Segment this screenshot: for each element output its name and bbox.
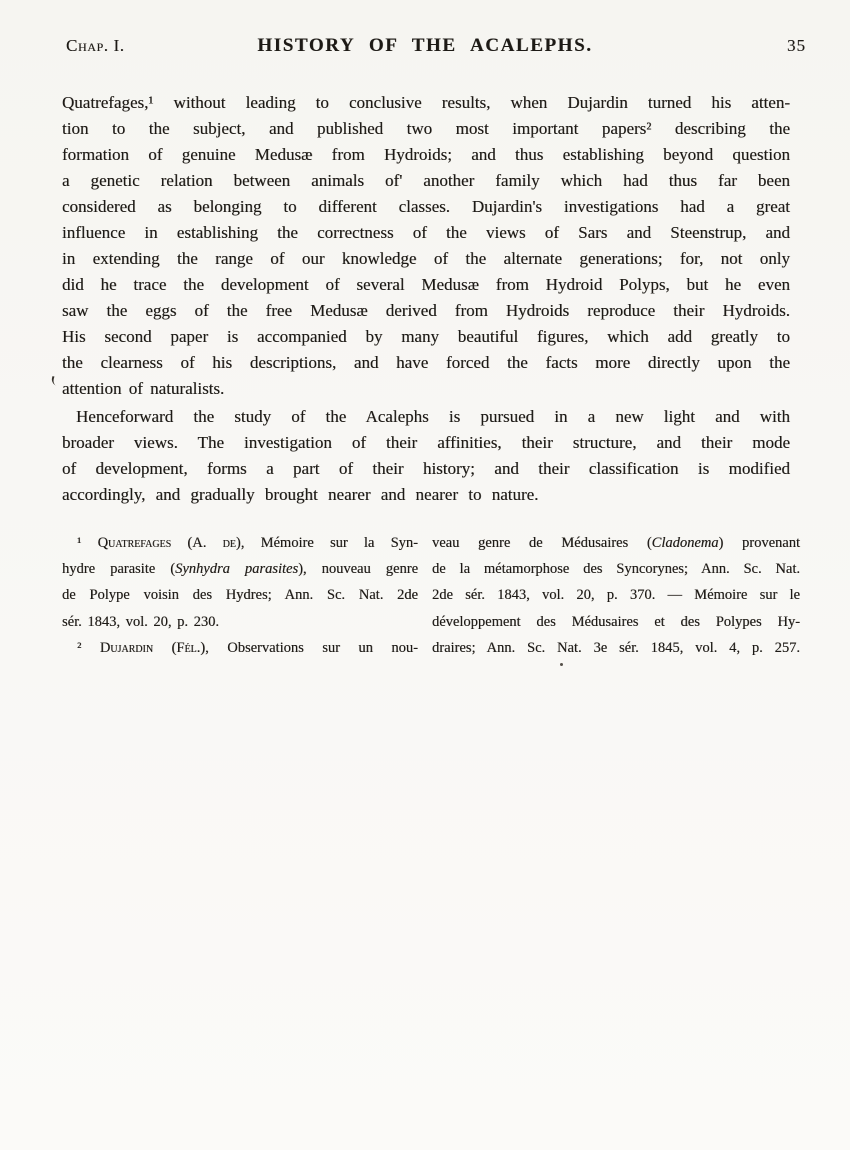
footnote-column-left <box>62 530 418 661</box>
body-line: in extending the range of our knowledge of the alternate generations; for, not only <box>62 249 790 268</box>
chapter-label: Chap. I. <box>66 36 125 55</box>
body-line: a genetic relation between animals of' another family which had thus far been <box>62 171 790 190</box>
footnote-marker: ¹ <box>77 535 98 551</box>
body-line: tion to the subject, and published two most important papers² describing the <box>62 119 790 138</box>
body-line: influence in establishing the correctness of the views of Sars and Steenstrup, and <box>62 223 790 242</box>
body-line: saw the eggs of the free Medusæ derived from Hydroids reproduce their Hydroids. <box>62 301 790 320</box>
footnote-line: développement des Médusaires et des Polypes Hy- <box>432 613 800 630</box>
footnote-line <box>62 530 418 556</box>
footnote-line <box>62 556 418 582</box>
body-line: considered as belonging to different classes. Dujardin's investigations had a great <box>62 197 790 216</box>
scan-artifact <box>560 663 563 666</box>
footnote-line: 2de sér. 1843, vol. 20, p. 370. — Mémoire sur le <box>432 587 800 604</box>
page-header <box>0 0 850 60</box>
paragraph-2 <box>62 404 790 508</box>
body-text <box>62 90 790 508</box>
footnote-text: veau genre de Médusaires ( <box>432 535 652 551</box>
body-line: His second paper is accompanied by many beautiful figures, which add greatly to <box>62 327 790 346</box>
footnote-text: , Mémoire sur la Syn- <box>240 535 418 551</box>
body-line: Henceforward the study of the Acalephs is pursued in a new light and with <box>76 407 790 426</box>
footnote-text: , Observations sur un nou- <box>205 639 418 656</box>
footnotes <box>62 530 802 661</box>
footnote-text: hydre parasite ( <box>62 561 176 578</box>
footnote-text: ), nouveau genre <box>298 561 419 578</box>
body-line: formation of genuine Medusæ from Hydroids; and thus establishing beyond question <box>62 145 790 164</box>
body-line: accordingly, and gradually brought nearer and nearer to nature. <box>62 485 539 504</box>
footnote-author: Quatrefages (A. de) <box>97 535 241 551</box>
body-line: the clearness of his descriptions, and have forced the facts more directly upon the <box>62 353 790 372</box>
footnote-line: sér. 1843, vol. 20, p. 230. <box>62 613 220 630</box>
footnote-line: draires; Ann. Sc. Nat. 3e sér. 1845, vol. 4, p. 257. <box>432 639 800 656</box>
body-line: Quatrefages,¹ without leading to conclusive results, when Dujardin turned his atten- <box>62 93 790 112</box>
footnote-text: ) provenant <box>718 535 801 551</box>
footnote-line <box>62 635 418 661</box>
body-line: attention of naturalists. <box>62 379 225 398</box>
running-title: HISTORY OF THE ACALEPHS. <box>257 35 593 56</box>
footnote-column-right <box>432 530 800 661</box>
genus-name: Cladonema <box>651 535 719 551</box>
body-line: did he trace the development of several Medusæ from Hydroid Polyps, but he even <box>62 275 790 294</box>
footnote-line: de la métamorphose des Syncorynes; Ann. Sc. Nat. <box>432 561 800 578</box>
page-number: 35 <box>787 36 806 55</box>
footnote-marker: ² <box>77 639 100 656</box>
scan-artifact <box>50 376 60 386</box>
footnote-line: de Polype voisin des Hydres; Ann. Sc. Nat. 2de <box>62 587 418 604</box>
footnote-line <box>432 530 800 556</box>
body-line: of development, forms a part of their history; and their classification is modified <box>62 459 790 478</box>
species-name: Synhydra parasites <box>175 561 299 578</box>
body-line: broader views. The investigation of their affinities, their structure, and their mode <box>62 433 790 452</box>
paragraph-1 <box>62 90 790 402</box>
footnote-author: Dujardin (Fél.) <box>99 639 206 656</box>
